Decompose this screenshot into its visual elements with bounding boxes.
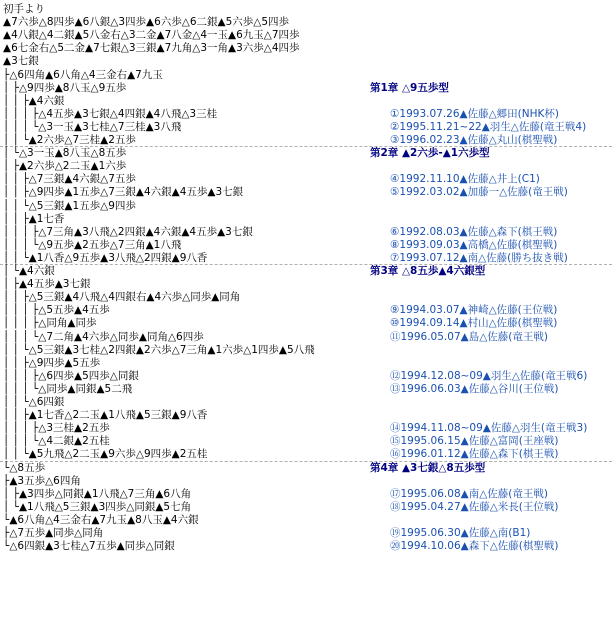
game-reference: ⑮1995.06.15▲佐藤△富岡(王座戦) [390, 435, 559, 448]
variation-line: │ ├▲2六歩△2二玉▲1六歩 [3, 160, 127, 173]
chapter-heading: 第3章 △8五歩▲4六銀型 [370, 265, 486, 277]
variation-line: │ │ │ ├△3三桂▲2五歩 [3, 422, 110, 435]
variation-line: │ │ │ └△9五歩▲2五歩△7三角▲1八飛 [3, 238, 182, 251]
game-reference: ⑬1996.06.03▲佐藤△谷川(王位戦) [390, 382, 559, 395]
game-reference: ④1992.11.10▲佐藤△井上(C1) [390, 173, 540, 186]
variation-line: │ │ ├▲1七香△2二玉▲1八飛▲5三銀▲9八香 [3, 409, 208, 422]
game-reference: ⑲1995.06.30▲佐藤△南(B1) [390, 527, 531, 539]
variation-line: │ │ └▲2六歩△7三桂▲2五歩 [3, 134, 136, 146]
opening-moves-line: ▲3七銀 [3, 55, 39, 68]
game-reference: ⑧1993.09.03▲高橋△佐藤(棋聖戦) [390, 238, 558, 251]
variation-line: │ └▲1八飛△5三銀▲3四歩△同銀▲5七角 [3, 500, 192, 513]
game-reference: ⑭1994.11.08~09▲佐藤△羽生(竜王戦3) [390, 422, 588, 435]
variation-line: │ │ │ └△4二銀▲2五桂 [3, 435, 110, 448]
variation-line: │ └△3一玉▲8八玉△8五歩 [3, 147, 127, 160]
variation-line: │ ├▲4五歩▲3七銀 [3, 278, 91, 291]
game-reference: ⑫1994.12.08~09▲羽生△佐藤(竜王戦6) [390, 369, 588, 382]
game-reference: ③1996.02.23▲佐藤△丸山(棋聖戦) [390, 134, 558, 146]
variation-line: │ │ └▲5九飛△2二玉▲9六歩△9四歩▲2五桂 [3, 448, 208, 461]
variation-line: │ │ │ ├△7三角▲3八飛△2四銀▲4六銀▲4五歩▲3七銀 [3, 225, 253, 238]
variation-line: │ └▲4六銀 [3, 265, 55, 277]
variation-line: │ │ │ ├△5五歩▲4五歩 [3, 304, 110, 317]
opening-moves-line: ▲6七金右△5二金▲7七銀△3三銀▲7九角△3一角▲3六歩△4四歩 [3, 42, 300, 55]
variation-line: │ │ ├▲1七香 [3, 212, 65, 225]
variation-line: │ │ ├△5三銀▲4八飛△4四銀右▲4六歩△同歩▲同角 [3, 291, 241, 304]
variation-line: │ │ ├△9四歩▲1五歩△7三銀▲4六銀▲4五歩▲3七銀 [3, 186, 244, 199]
variation-line: │ ├▲3四歩△同銀▲1八飛△7三角▲6八角 [3, 487, 192, 500]
variation-line: │ │ └▲1八香△9五歩▲3八飛△2四銀▲9八香 [3, 251, 208, 264]
chapter-heading: 第4章 ▲3七銀△8五歩型 [370, 461, 486, 474]
variation-line: │ │ ├△7三銀▲4六銀△7五歩 [3, 173, 136, 186]
variation-line: ├▲3五歩△6四角 [3, 474, 81, 487]
variation-line: │ │ │ └△3一玉▲3七桂△7三桂▲3八飛 [3, 120, 182, 133]
opening-moves-line: ▲7六歩△8四歩▲6八銀△3四歩▲6六歩△6二銀▲5六歩△5四歩 [3, 16, 290, 29]
chapter-heading: 第2章 ▲2六歩-▲1六歩型 [370, 147, 490, 160]
variation-line: └△6四銀▲3七桂△7五歩▲同歩△同銀 [3, 540, 175, 553]
variation-line: │ │ │ └△7二角▲4六歩△同歩▲同角△6四歩 [3, 330, 204, 343]
game-reference: ⑤1992.03.02▲加藤一△佐藤(竜王戦) [390, 186, 568, 199]
variation-line: │ │ └△5三銀▲1五歩△9四歩 [3, 199, 136, 212]
chapter-heading: 第1章 △9五歩型 [370, 81, 449, 94]
opening-moves-line: ▲4八銀△4二銀▲5八金右△3二金▲7八金△4一玉▲6九玉△7四歩 [3, 29, 300, 42]
game-reference: ②1995.11.21~22▲羽生△佐藤(竜王戦4) [390, 120, 587, 133]
game-reference: ⑩1994.09.14▲村山△佐藤(棋聖戦) [390, 317, 558, 330]
game-reference: ⑦1993.07.12▲南△佐藤(勝ち抜き戦) [390, 251, 568, 264]
variation-line: ├△6四角▲6八角△4三金右▲7九玉 [3, 68, 163, 81]
variation-line: │ │ └△5三銀▲3七桂△2四銀▲2六歩△7三角▲1六歩△1四歩▲5八飛 [3, 343, 315, 356]
variation-line: │ │ ├▲4六銀 [3, 94, 65, 107]
game-reference: ⑳1994.10.06▲森下△佐藤(棋聖戦) [390, 540, 559, 553]
variation-line: └△8五歩 [3, 461, 46, 474]
variation-line: │ │ └△6四銀 [3, 396, 65, 408]
game-reference: ⑥1992.08.03▲佐藤△森下(棋王戦) [390, 225, 558, 238]
game-reference: ⑨1994.03.07▲神崎△佐藤(王位戦) [390, 304, 558, 317]
section-divider [0, 264, 612, 265]
variation-line: │ │ │ ├△4五歩▲3七銀△4四銀▲4八飛△3三桂 [3, 107, 218, 120]
game-reference: ⑰1995.06.08▲南△佐藤(竜王戦) [390, 487, 548, 500]
section-divider [0, 461, 612, 462]
variation-line: │ │ │ ├△6四歩▲5四歩△同銀 [3, 369, 139, 382]
intro-label: 初手より [3, 3, 45, 15]
variation-line: ├△7五歩▲同歩△同角 [3, 527, 104, 539]
variation-line: │ ├△9四歩▲8八玉△9五歩 [3, 81, 127, 94]
variation-line: │ │ │ └△同歩▲同銀▲5二飛 [3, 382, 133, 395]
variation-line: │ │ │ ├△同角▲同歩 [3, 317, 97, 330]
game-reference: ⑪1996.05.07▲島△佐藤(竜王戦) [390, 330, 548, 343]
game-reference: ⑱1995.04.27▲佐藤△米長(王位戦) [390, 500, 559, 513]
variation-line: └▲6八角△4三金右▲7九玉▲8八玉▲4六銀 [3, 513, 199, 526]
variation-line: │ │ ├△9四歩▲5五歩 [3, 356, 101, 369]
game-reference: ①1993.07.26▲佐藤△郷田(NHK杯) [390, 107, 560, 120]
game-reference: ⑯1996.01.12▲佐藤△森下(棋王戦) [390, 448, 559, 461]
